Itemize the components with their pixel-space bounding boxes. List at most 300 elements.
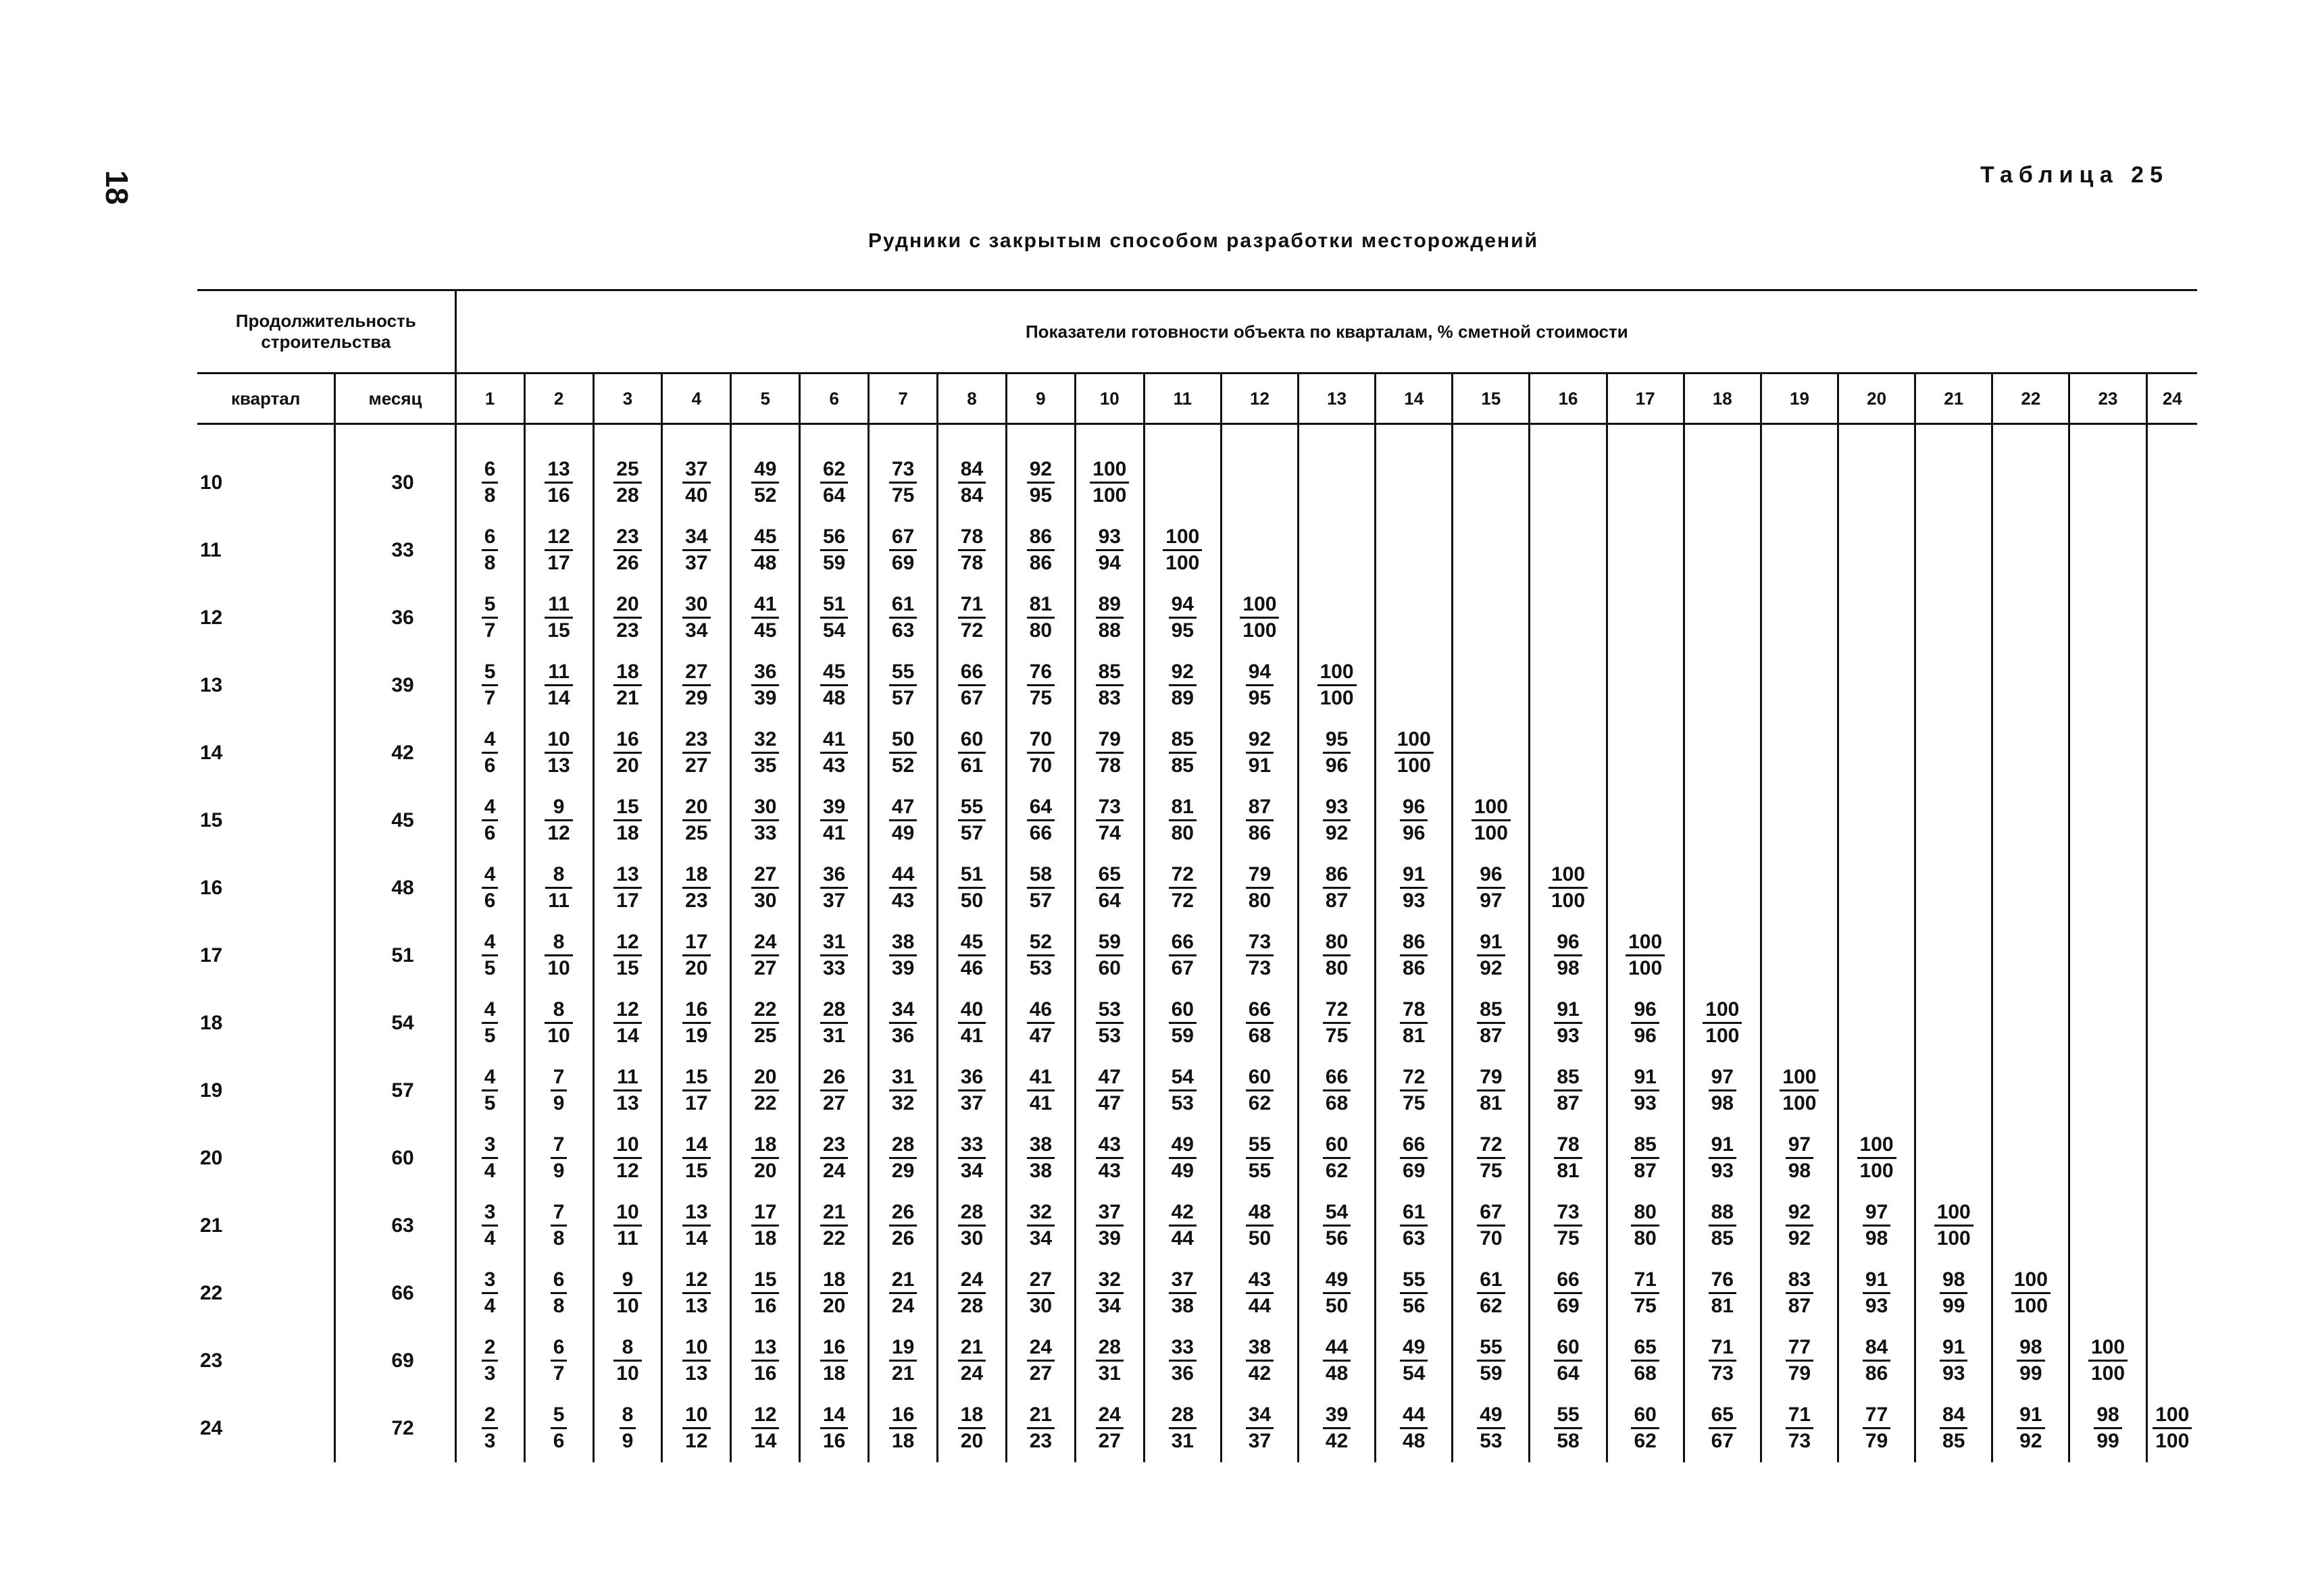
readiness-fraction bbox=[1027, 594, 1055, 641]
fraction-denominator: 39 bbox=[891, 956, 915, 979]
fraction-numerator: 98 bbox=[1940, 1269, 1967, 1294]
readiness-cell bbox=[869, 449, 938, 517]
readiness-cell bbox=[1607, 517, 1684, 584]
fraction-denominator: 3 bbox=[484, 1362, 496, 1385]
quarter-number-header: 14 bbox=[1376, 374, 1453, 424]
fraction-numerator: 24 bbox=[751, 931, 779, 956]
fraction-denominator: 93 bbox=[1557, 1024, 1580, 1047]
readiness-cell bbox=[662, 719, 731, 787]
fraction-numerator: 44 bbox=[1400, 1404, 1428, 1429]
readiness-cell bbox=[1299, 1395, 1376, 1462]
readiness-cell bbox=[800, 652, 869, 719]
fraction-denominator: 68 bbox=[1634, 1362, 1657, 1385]
readiness-cell bbox=[1144, 989, 1221, 1057]
readiness-fraction bbox=[1323, 931, 1351, 979]
readiness-fraction bbox=[751, 459, 779, 506]
fraction-numerator: 26 bbox=[889, 1202, 917, 1227]
readiness-fraction bbox=[1554, 1404, 1582, 1451]
readiness-fraction bbox=[1027, 661, 1055, 709]
fraction-denominator: 12 bbox=[547, 821, 570, 844]
spacer-cell bbox=[1761, 424, 1838, 450]
readiness-cell bbox=[1684, 652, 1761, 719]
quarter-number-header: 19 bbox=[1761, 374, 1838, 424]
readiness-cell bbox=[524, 1395, 593, 1462]
readiness-cell bbox=[1144, 719, 1221, 787]
readiness-fraction bbox=[1096, 864, 1124, 911]
readiness-fraction bbox=[1027, 1404, 1055, 1451]
spacer-cell bbox=[1075, 424, 1144, 450]
fraction-numerator: 94 bbox=[1246, 661, 1274, 686]
fraction-denominator: 59 bbox=[1171, 1024, 1194, 1047]
readiness-cell bbox=[1992, 652, 2069, 719]
readiness-fraction bbox=[751, 864, 779, 911]
fraction-numerator: 71 bbox=[958, 594, 986, 619]
readiness-cell bbox=[662, 1395, 731, 1462]
readiness-cell bbox=[1376, 1125, 1453, 1192]
fraction-numerator: 27 bbox=[682, 661, 710, 686]
spacer-cell bbox=[2146, 424, 2197, 450]
fraction-numerator: 78 bbox=[1400, 999, 1428, 1024]
readiness-cell bbox=[1453, 1260, 1530, 1327]
readiness-fraction bbox=[551, 1337, 568, 1384]
fraction-denominator: 47 bbox=[1098, 1091, 1121, 1114]
fraction-numerator: 45 bbox=[751, 526, 779, 551]
fraction-numerator: 71 bbox=[1786, 1404, 1813, 1429]
readiness-cell bbox=[1838, 1260, 1915, 1327]
fraction-numerator: 91 bbox=[1400, 864, 1428, 889]
readiness-cell bbox=[1376, 652, 1453, 719]
fraction-denominator: 100 bbox=[1782, 1091, 1817, 1114]
fraction-numerator: 65 bbox=[1709, 1404, 1736, 1429]
fraction-denominator: 86 bbox=[1403, 956, 1426, 979]
readiness-cell bbox=[2146, 787, 2197, 854]
readiness-cell bbox=[1992, 584, 2069, 652]
fraction-numerator: 45 bbox=[958, 931, 986, 956]
readiness-fraction bbox=[1027, 1269, 1055, 1316]
readiness-cell bbox=[1075, 584, 1144, 652]
fraction-numerator: 24 bbox=[1027, 1337, 1055, 1362]
duration-quarter-cell: 17 bbox=[200, 944, 223, 967]
fraction-numerator: 17 bbox=[751, 1202, 779, 1227]
fraction-denominator: 67 bbox=[1171, 956, 1194, 979]
fraction-denominator: 4 bbox=[484, 1159, 496, 1182]
readiness-cell bbox=[524, 517, 593, 584]
fraction-numerator: 61 bbox=[1477, 1269, 1505, 1294]
fraction-denominator: 81 bbox=[1403, 1024, 1426, 1047]
fraction-numerator: 4 bbox=[482, 729, 499, 754]
readiness-cell bbox=[938, 787, 1007, 854]
quarter-number-header: 4 bbox=[662, 374, 731, 424]
fraction-denominator: 7 bbox=[553, 1362, 565, 1385]
readiness-cell bbox=[1607, 922, 1684, 989]
fraction-numerator: 60 bbox=[958, 729, 986, 754]
fraction-denominator: 100 bbox=[1705, 1024, 1740, 1047]
fraction-numerator: 38 bbox=[1246, 1337, 1274, 1362]
duration-month-cell: 69 bbox=[335, 1327, 455, 1395]
fraction-denominator: 42 bbox=[1248, 1362, 1272, 1385]
readiness-cell bbox=[1915, 1125, 1992, 1192]
fraction-denominator: 16 bbox=[754, 1362, 777, 1385]
readiness-fraction bbox=[958, 1269, 986, 1316]
readiness-fraction bbox=[1709, 1202, 1736, 1249]
fraction-denominator: 49 bbox=[891, 821, 915, 844]
fraction-denominator: 40 bbox=[685, 484, 708, 507]
quarter-number-header: 8 bbox=[938, 374, 1007, 424]
fraction-numerator: 100 bbox=[1703, 999, 1742, 1024]
readiness-cell bbox=[1299, 719, 1376, 787]
quarter-number-header: 16 bbox=[1530, 374, 1607, 424]
fraction-numerator: 66 bbox=[958, 661, 986, 686]
fraction-numerator: 33 bbox=[1169, 1337, 1197, 1362]
fraction-denominator: 15 bbox=[685, 1159, 708, 1182]
readiness-fraction bbox=[613, 1134, 641, 1181]
readiness-fraction bbox=[1096, 999, 1124, 1046]
fraction-denominator: 81 bbox=[1557, 1159, 1580, 1182]
fraction-denominator: 66 bbox=[1029, 821, 1053, 844]
duration-month-cell: 48 bbox=[335, 854, 455, 922]
readiness-cell bbox=[1144, 584, 1221, 652]
fraction-denominator: 79 bbox=[1788, 1362, 1811, 1385]
readiness-cell bbox=[662, 584, 731, 652]
fraction-numerator: 65 bbox=[1631, 1337, 1659, 1362]
fraction-numerator: 34 bbox=[889, 999, 917, 1024]
fraction-numerator: 12 bbox=[613, 999, 641, 1024]
fraction-denominator: 75 bbox=[891, 484, 915, 507]
fraction-denominator: 46 bbox=[960, 956, 984, 979]
fraction-denominator: 99 bbox=[2096, 1429, 2119, 1452]
readiness-cell bbox=[2146, 922, 2197, 989]
readiness-fraction bbox=[1246, 1066, 1274, 1114]
readiness-cell bbox=[1915, 1057, 1992, 1125]
readiness-cell bbox=[731, 1125, 800, 1192]
fraction-numerator: 28 bbox=[1096, 1337, 1124, 1362]
readiness-fraction bbox=[482, 1134, 499, 1181]
fraction-denominator: 10 bbox=[616, 1362, 639, 1385]
fraction-numerator: 97 bbox=[1709, 1066, 1736, 1091]
readiness-fraction bbox=[1709, 1066, 1736, 1114]
readiness-fraction bbox=[545, 864, 572, 911]
spacer-cell bbox=[197, 424, 335, 450]
readiness-fraction bbox=[1709, 1404, 1736, 1451]
readiness-fraction bbox=[1631, 1404, 1659, 1451]
readiness-fraction bbox=[2153, 1404, 2192, 1451]
readiness-cell bbox=[2146, 1260, 2197, 1327]
duration-quarter-cell: 10 bbox=[200, 471, 223, 494]
readiness-fraction bbox=[551, 1134, 568, 1181]
table-row bbox=[197, 1057, 2197, 1125]
readiness-cell bbox=[1607, 449, 1684, 517]
fraction-numerator: 79 bbox=[1246, 864, 1274, 889]
readiness-cell bbox=[1006, 1260, 1075, 1327]
spacer-cell bbox=[1607, 424, 1684, 450]
readiness-fraction bbox=[682, 1404, 710, 1451]
readiness-cell bbox=[1453, 1192, 1530, 1260]
readiness-fraction bbox=[613, 1066, 641, 1114]
fraction-numerator: 52 bbox=[1027, 931, 1055, 956]
readiness-fraction bbox=[1323, 1134, 1351, 1181]
readiness-cell bbox=[1838, 854, 1915, 922]
fraction-numerator: 31 bbox=[889, 1066, 917, 1091]
readiness-cell bbox=[1607, 1125, 1684, 1192]
readiness-cell bbox=[1075, 1125, 1144, 1192]
fraction-numerator: 80 bbox=[1323, 931, 1351, 956]
readiness-fraction bbox=[682, 661, 710, 709]
readiness-cell bbox=[1761, 1192, 1838, 1260]
quarter-number-header: 5 bbox=[731, 374, 800, 424]
readiness-cell bbox=[2146, 1327, 2197, 1395]
readiness-cell bbox=[593, 1395, 662, 1462]
readiness-cell bbox=[1915, 1395, 1992, 1462]
fraction-denominator: 80 bbox=[1325, 956, 1349, 979]
fraction-numerator: 8 bbox=[613, 1337, 641, 1362]
readiness-cell bbox=[455, 922, 524, 989]
table-row bbox=[197, 652, 2197, 719]
readiness-fraction bbox=[682, 1337, 710, 1384]
spacer-cell bbox=[1530, 424, 1607, 450]
fraction-denominator: 87 bbox=[1325, 889, 1349, 912]
fraction-denominator: 39 bbox=[754, 686, 777, 709]
fraction-denominator: 31 bbox=[1171, 1429, 1194, 1452]
readiness-fraction bbox=[889, 796, 917, 844]
readiness-cell bbox=[1006, 989, 1075, 1057]
readiness-cell bbox=[662, 922, 731, 989]
readiness-fraction bbox=[1096, 1202, 1124, 1249]
fraction-numerator: 73 bbox=[1554, 1202, 1582, 1227]
readiness-cell bbox=[1299, 922, 1376, 989]
fraction-denominator: 28 bbox=[616, 484, 639, 507]
fraction-denominator: 87 bbox=[1788, 1294, 1811, 1317]
duration-month-cell: 30 bbox=[335, 449, 455, 517]
fraction-numerator: 85 bbox=[1554, 1066, 1582, 1091]
fraction-numerator: 84 bbox=[958, 459, 986, 484]
readiness-cell bbox=[1376, 449, 1453, 517]
fraction-numerator: 47 bbox=[889, 796, 917, 821]
fraction-numerator: 66 bbox=[1169, 931, 1197, 956]
readiness-fraction bbox=[1096, 1269, 1124, 1316]
readiness-cell bbox=[1453, 787, 1530, 854]
readiness-fraction bbox=[1631, 1337, 1659, 1384]
readiness-fraction bbox=[620, 1404, 636, 1451]
fraction-numerator: 55 bbox=[1554, 1404, 1582, 1429]
fraction-denominator: 20 bbox=[616, 754, 639, 777]
fraction-numerator: 91 bbox=[1709, 1134, 1736, 1159]
readiness-fraction bbox=[482, 1202, 499, 1249]
fraction-denominator: 100 bbox=[1092, 484, 1127, 507]
readiness-fraction bbox=[1400, 864, 1428, 911]
readiness-cell bbox=[1915, 787, 1992, 854]
readiness-cell bbox=[1684, 1192, 1761, 1260]
readiness-fraction bbox=[545, 729, 572, 776]
readiness-cell bbox=[1299, 652, 1376, 719]
table-row bbox=[197, 989, 2197, 1057]
fraction-denominator: 33 bbox=[754, 821, 777, 844]
fraction-numerator: 50 bbox=[889, 729, 917, 754]
fraction-denominator: 100 bbox=[1859, 1159, 1894, 1182]
fraction-denominator: 44 bbox=[1248, 1294, 1272, 1317]
indicators-header: Показатели готовности объекта по кварталам, % сметной стоимости bbox=[455, 290, 2197, 374]
fraction-numerator: 60 bbox=[1323, 1134, 1351, 1159]
fraction-numerator: 10 bbox=[613, 1134, 641, 1159]
readiness-fraction bbox=[751, 796, 779, 844]
readiness-fraction bbox=[1246, 1337, 1274, 1384]
fraction-denominator: 69 bbox=[891, 551, 915, 574]
duration-month-cell: 51 bbox=[335, 922, 455, 989]
readiness-fraction bbox=[1631, 999, 1659, 1046]
readiness-cell bbox=[938, 922, 1007, 989]
fraction-numerator: 96 bbox=[1477, 864, 1505, 889]
fraction-numerator: 32 bbox=[1027, 1202, 1055, 1227]
readiness-cell bbox=[1376, 584, 1453, 652]
readiness-fraction bbox=[482, 1337, 499, 1384]
fraction-denominator: 20 bbox=[754, 1159, 777, 1182]
fraction-numerator: 100 bbox=[1934, 1202, 1973, 1227]
readiness-cell bbox=[2146, 719, 2197, 787]
readiness-fraction bbox=[1027, 931, 1055, 979]
fraction-denominator: 44 bbox=[1171, 1227, 1194, 1250]
fraction-numerator: 55 bbox=[1400, 1269, 1428, 1294]
readiness-cell bbox=[1453, 652, 1530, 719]
readiness-fraction bbox=[751, 999, 779, 1046]
spacer-cell bbox=[1006, 424, 1075, 450]
fraction-denominator: 48 bbox=[1403, 1429, 1426, 1452]
fraction-numerator: 91 bbox=[1554, 999, 1582, 1024]
readiness-cell bbox=[455, 1327, 524, 1395]
fraction-denominator: 92 bbox=[1788, 1227, 1811, 1250]
fraction-numerator: 49 bbox=[1477, 1404, 1505, 1429]
fraction-denominator: 58 bbox=[1557, 1429, 1580, 1452]
readiness-fraction bbox=[1554, 1337, 1582, 1384]
readiness-cell bbox=[1453, 1057, 1530, 1125]
readiness-fraction bbox=[1323, 1269, 1351, 1316]
fraction-numerator: 23 bbox=[682, 729, 710, 754]
readiness-cell bbox=[1144, 517, 1221, 584]
readiness-cell bbox=[1838, 989, 1915, 1057]
readiness-fraction bbox=[682, 729, 710, 776]
readiness-cell bbox=[1838, 1395, 1915, 1462]
readiness-cell bbox=[1992, 1057, 2069, 1125]
fraction-denominator: 87 bbox=[1634, 1159, 1657, 1182]
fraction-denominator: 69 bbox=[1403, 1159, 1426, 1182]
fraction-denominator: 24 bbox=[891, 1294, 915, 1317]
fraction-denominator: 37 bbox=[685, 551, 708, 574]
readiness-cell bbox=[938, 1395, 1007, 1462]
fraction-denominator: 83 bbox=[1098, 686, 1121, 709]
fraction-denominator: 52 bbox=[891, 754, 915, 777]
table-row bbox=[197, 584, 2197, 652]
readiness-cell bbox=[662, 1327, 731, 1395]
readiness-cell bbox=[1530, 1125, 1607, 1192]
readiness-cell bbox=[869, 787, 938, 854]
readiness-fraction bbox=[958, 1202, 986, 1249]
fraction-numerator: 61 bbox=[889, 594, 917, 619]
readiness-cell bbox=[2146, 1395, 2197, 1462]
readiness-fraction bbox=[889, 729, 917, 776]
fraction-numerator: 48 bbox=[1246, 1202, 1274, 1227]
readiness-cell bbox=[1376, 1327, 1453, 1395]
readiness-fraction bbox=[1477, 1134, 1505, 1181]
fraction-numerator: 12 bbox=[613, 931, 641, 956]
readiness-cell bbox=[869, 854, 938, 922]
fraction-denominator: 7 bbox=[484, 619, 496, 642]
fraction-numerator: 13 bbox=[613, 864, 641, 889]
readiness-fraction bbox=[1027, 864, 1055, 911]
fraction-numerator: 37 bbox=[1096, 1202, 1124, 1227]
fraction-denominator: 49 bbox=[1171, 1159, 1194, 1182]
fraction-denominator: 6 bbox=[484, 889, 496, 912]
readiness-fraction bbox=[682, 999, 710, 1046]
readiness-cell bbox=[455, 1192, 524, 1260]
fraction-denominator: 8 bbox=[484, 484, 496, 507]
fraction-numerator: 92 bbox=[1027, 459, 1055, 484]
quarter-column-header: квартал bbox=[197, 374, 335, 424]
fraction-numerator: 71 bbox=[1709, 1337, 1736, 1362]
table-row bbox=[197, 1260, 2197, 1327]
fraction-denominator: 28 bbox=[960, 1294, 984, 1317]
fraction-denominator: 32 bbox=[891, 1091, 915, 1114]
readiness-cell bbox=[1992, 1327, 2069, 1395]
fraction-numerator: 26 bbox=[820, 1066, 848, 1091]
fraction-denominator: 67 bbox=[1711, 1429, 1734, 1452]
quarter-number-header: 18 bbox=[1684, 374, 1761, 424]
readiness-cell bbox=[1075, 922, 1144, 989]
fraction-numerator: 66 bbox=[1400, 1134, 1428, 1159]
fraction-numerator: 6 bbox=[551, 1337, 568, 1362]
fraction-numerator: 66 bbox=[1246, 999, 1274, 1024]
readiness-fraction bbox=[1169, 1066, 1197, 1114]
readiness-cell bbox=[1299, 854, 1376, 922]
readiness-cell bbox=[1530, 584, 1607, 652]
fraction-numerator: 36 bbox=[751, 661, 779, 686]
readiness-fraction bbox=[820, 999, 848, 1046]
readiness-cell bbox=[1144, 1057, 1221, 1125]
fraction-denominator: 25 bbox=[685, 821, 708, 844]
readiness-cell bbox=[455, 1395, 524, 1462]
readiness-cell bbox=[869, 584, 938, 652]
fraction-denominator: 53 bbox=[1480, 1429, 1503, 1452]
readiness-fraction bbox=[545, 526, 572, 573]
fraction-numerator: 70 bbox=[1027, 729, 1055, 754]
fraction-numerator: 85 bbox=[1169, 729, 1197, 754]
readiness-fraction bbox=[482, 661, 499, 709]
readiness-cell bbox=[1838, 652, 1915, 719]
fraction-denominator: 80 bbox=[1634, 1227, 1657, 1250]
fraction-numerator: 38 bbox=[889, 931, 917, 956]
readiness-cell bbox=[1607, 584, 1684, 652]
fraction-denominator: 41 bbox=[960, 1024, 984, 1047]
readiness-cell bbox=[1376, 517, 1453, 584]
readiness-fraction bbox=[1863, 1404, 1890, 1451]
readiness-cell bbox=[2069, 719, 2146, 787]
fraction-numerator: 43 bbox=[1096, 1134, 1124, 1159]
readiness-cell bbox=[1376, 787, 1453, 854]
readiness-cell bbox=[1221, 1057, 1298, 1125]
readiness-cell bbox=[731, 1327, 800, 1395]
fraction-numerator: 97 bbox=[1863, 1202, 1890, 1227]
quarter-number-header: 1 bbox=[455, 374, 524, 424]
readiness-fraction bbox=[958, 594, 986, 641]
fraction-numerator: 47 bbox=[1096, 1066, 1124, 1091]
readiness-fraction bbox=[682, 1134, 710, 1181]
fraction-denominator: 80 bbox=[1248, 889, 1272, 912]
readiness-cell bbox=[524, 922, 593, 989]
readiness-fraction bbox=[1169, 1337, 1197, 1384]
readiness-cell bbox=[1684, 787, 1761, 854]
readiness-cell bbox=[455, 787, 524, 854]
readiness-fraction bbox=[482, 931, 499, 979]
readiness-fraction bbox=[1554, 1134, 1582, 1181]
fraction-denominator: 98 bbox=[1788, 1159, 1811, 1182]
readiness-fraction bbox=[1323, 999, 1351, 1046]
